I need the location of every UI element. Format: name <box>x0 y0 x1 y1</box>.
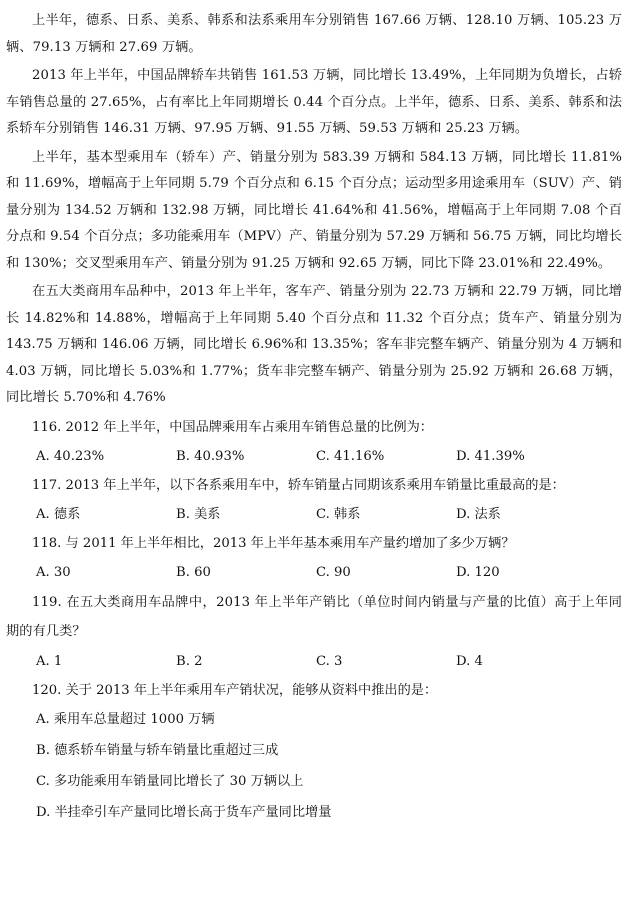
option-d[interactable]: D. 半挂牵引车产量同比增长高于货车产量同比增量 <box>36 804 332 820</box>
option-c[interactable]: C. 韩系 <box>316 506 361 522</box>
option-d[interactable]: D. 法系 <box>456 506 501 522</box>
option-row <box>6 557 622 588</box>
option-d[interactable]: D. 4 <box>456 653 483 669</box>
option-row <box>6 441 622 472</box>
option-d[interactable]: D. 120 <box>456 564 500 580</box>
paragraph-sales-by-origin: 上半年，德系、日系、美系、韩系和法系乘用车分别销售 167.66 万辆、128.10 万辆、105.23 万辆、79.13 万辆和 27.69 万辆。 <box>6 13 622 55</box>
option-row <box>6 646 622 677</box>
option-a[interactable]: A. 乘用车总量超过 1000 万辆 <box>36 711 215 727</box>
option-c[interactable]: C. 3 <box>316 653 343 669</box>
option-a[interactable]: A. 1 <box>36 653 63 669</box>
option-b[interactable]: B. 美系 <box>176 506 221 522</box>
question-stem: 119. 在五大类商用车品牌中，2013 年上半年产销比（单位时间内销量与产量的比值）高于上年同期的有几类？ <box>6 594 622 639</box>
question-stem: 116. 2012 年上半年，中国品牌乘用车占乘用车销售总量的比例为： <box>32 419 433 435</box>
option-a[interactable]: A. 德系 <box>36 506 81 522</box>
question-stem: 118. 与 2011 年上半年相比，2013 年上半年基本乘用车产量约增加了多少万辆？ <box>32 535 515 551</box>
option-c[interactable]: C. 41.16% <box>316 448 385 464</box>
option-row <box>6 499 622 530</box>
option-b[interactable]: B. 德系轿车销量与轿车销量比重超过三成 <box>36 742 279 758</box>
option-a[interactable]: A. 40.23% <box>36 448 105 464</box>
question-120 <box>6 677 622 828</box>
paragraph-passenger-types: 上半年，基本型乘用车（轿车）产、销量分别为 583.39 万辆和 584.13 万辆，同比增长 11.81%和 11.69%，增幅高于上年同期 5.79 个百分点和 6.15 个百分点；运动型多用途乘用车（SUV）产、销量分别为 134.52 万辆和 132.98 万辆，同比增长 41.64%和 41.56%，增幅高于上年同期 7.08 个百分点和 9.54 个百分点；多功能乘用车（MPV）产、销量分别为 57.29 万辆和 56.75 万辆，同比均增长和 130%；交叉型乘用车产、销量分别为 91.25 万辆和 92.65 万辆，同比下降 23.01%和 22.49%。 <box>6 149 622 271</box>
question-stem: 117. 2013 年上半年，以下各系乘用车中，轿车销量占同期该系乘用车销量比重最高的是： <box>32 477 565 493</box>
option-b[interactable]: B. 2 <box>176 653 203 669</box>
option-d[interactable]: D. 41.39% <box>456 448 525 464</box>
option-c[interactable]: C. 多功能乘用车销量同比增长了 30 万辆以上 <box>36 773 304 789</box>
question-118 <box>6 530 622 588</box>
paragraph-domestic-sedans: 2013 年上半年，中国品牌轿车共销售 161.53 万辆，同比增长 13.49%，上年同期为负增长，占轿车销售总量的 27.65%，占有率比上年同期增长 0.44 个百分点。上半年，德系、日系、美系、韩系和法系轿车分别销售 146.31 万辆、97.95 万辆、91.55 万辆、59.53 万辆和 25.23 万辆。 <box>6 68 622 136</box>
paragraph-commercial-vehicles: 在五大类商用车品种中，2013 年上半年，客车产、销量分别为 22.73 万辆和 22.79 万辆，同比增长 14.82%和 14.88%，增幅高于上年同期 5.40 个百分点和 11.32 个百分点；货车产、销量分别为 143.75 万辆和 146.06 万辆，同比增长 6.96%和 13.35%；客车非完整车辆产、销量分别为 4 万辆和 4.03 万辆，同比增长 5.03%和 1.77%；货车非完整车辆产、销量分别为 25.92 万辆和 26.68 万辆，同比增长 5.70%和 4.76% <box>6 284 622 405</box>
question-117 <box>6 472 622 530</box>
question-116 <box>6 414 622 472</box>
question-stem: 120. 关于 2013 年上半年乘用车产销状况，能够从资料中推出的是： <box>32 682 438 698</box>
option-b[interactable]: B. 40.93% <box>176 448 245 464</box>
option-c[interactable]: C. 90 <box>316 564 351 580</box>
option-a[interactable]: A. 30 <box>36 564 71 580</box>
option-b[interactable]: B. 60 <box>176 564 211 580</box>
question-119 <box>6 588 622 677</box>
